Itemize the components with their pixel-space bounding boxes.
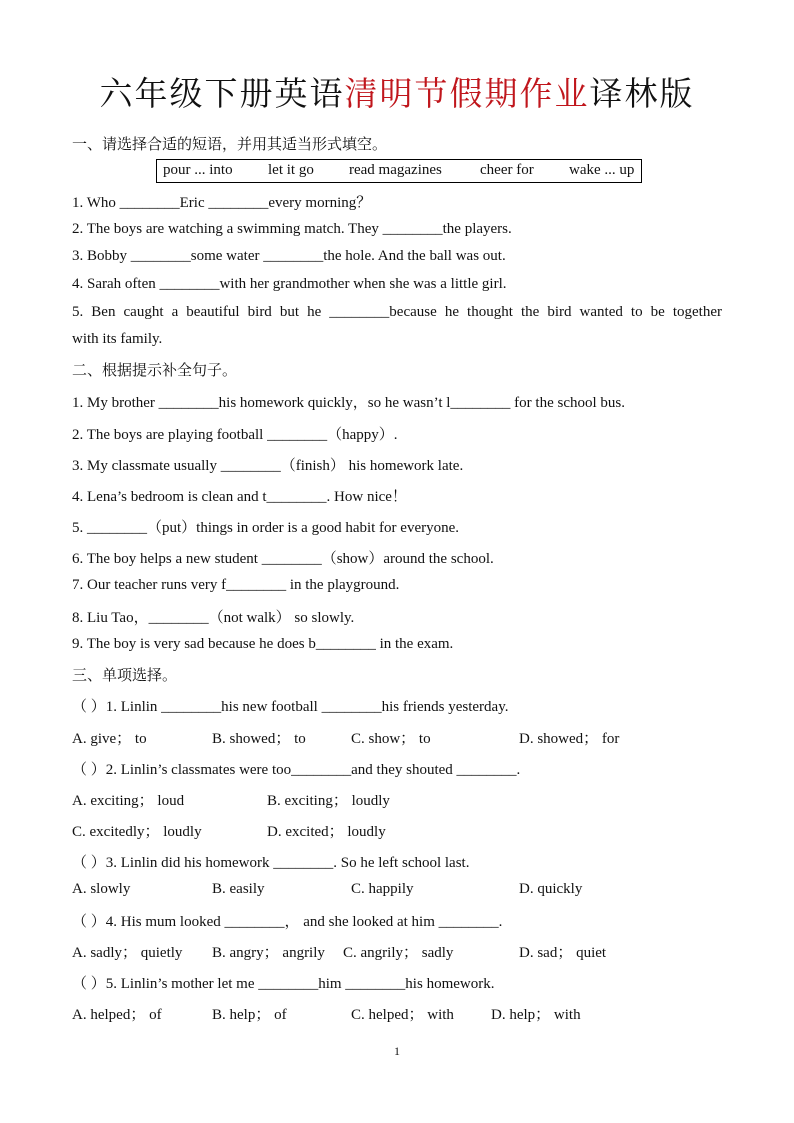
mc-option: C. happily <box>351 881 414 897</box>
page-title <box>0 68 794 115</box>
mc-option: A. exciting； loud <box>72 793 185 809</box>
mc-option: A. sadly； quietly <box>72 945 183 961</box>
mc-option: A. helped； of <box>72 1007 162 1023</box>
mc-option: A. slowly <box>72 881 131 897</box>
mc-option: B. help； of <box>212 1007 287 1023</box>
mc-question-4: （ ）4. His mum looked ________， and she looked at him ________. <box>72 914 503 930</box>
part2-question: 2. The boys are playing football ________（happy）. <box>72 427 398 443</box>
mc-option: D. quickly <box>519 881 583 897</box>
part2-question: 4. Lena’s bedroom is clean and t________. How nice！ <box>72 489 407 505</box>
title-part2: 清明节假期作业 <box>344 74 590 113</box>
mc-option: B. showed； to <box>212 731 306 747</box>
word-box-item: pour ... into <box>163 162 233 178</box>
mc-option: C. helped； with <box>351 1007 454 1023</box>
mc-option: D. help； with <box>491 1007 581 1023</box>
part2-question: 9. The boy is very sad because he does b________ in the exam. <box>72 636 454 652</box>
part1-question: 2. The boys are watching a swimming match. They ________the players. <box>72 221 512 237</box>
part1-question: 3. Bobby ________some water ________the hole. And the ball was out. <box>72 248 506 264</box>
word-box-item: cheer for <box>480 162 534 178</box>
mc-option: B. easily <box>212 881 265 897</box>
part1-question: 1. Who ________Eric ________every morning？ <box>72 195 372 211</box>
section-1-heading: 一、请选择合适的短语，并用其适当形式填空。 <box>72 135 388 153</box>
word-box-item: let it go <box>268 162 314 178</box>
mc-option: D. excited； loudly <box>267 824 386 840</box>
mc-option: A. give； to <box>72 731 147 747</box>
part2-question: 1. My brother ________his homework quickly，so he wasn’t l________ for the school bus. <box>72 395 626 411</box>
mc-option: C. excitedly； loudly <box>72 824 202 840</box>
page-number: 1 <box>394 1044 400 1058</box>
section-2-heading: 二、根据提示补全句子。 <box>72 361 238 379</box>
title-part3: 译林版 <box>589 74 695 113</box>
title-part1: 六年级下册英语 <box>99 74 345 113</box>
part2-question: 5. ________（put）things in order is a good habit for everyone. <box>72 520 460 536</box>
mc-question-3: （ ）3. Linlin did his homework ________. So he left school last. <box>72 855 470 871</box>
part2-question: 6. The boy helps a new student ________（show）around the school. <box>72 551 494 567</box>
part2-question: 7. Our teacher runs very f________ in the playground. <box>72 577 400 593</box>
mc-question-1: （ ）1. Linlin ________his new football ________his friends yesterday. <box>72 699 509 715</box>
mc-option: B. angry； angrily <box>212 945 325 961</box>
mc-option: D. sad； quiet <box>519 945 607 961</box>
part1-question: 4. Sarah often ________with her grandmother when she was a little girl. <box>72 276 507 292</box>
word-box-item: read magazines <box>349 162 442 178</box>
section-3-heading: 三、单项选择。 <box>72 666 178 684</box>
part2-question: 8. Liu Tao，________（not walk） so slowly. <box>72 610 355 626</box>
mc-option: C. angrily； sadly <box>343 945 454 961</box>
word-box-item: wake ... up <box>569 162 635 178</box>
mc-option: C. show； to <box>351 731 431 747</box>
part2-question: 3. My classmate usually ________（finish） his homework late. <box>72 458 464 474</box>
mc-option: D. showed； for <box>519 731 620 747</box>
part1-question: 5. Ben caught a beautiful bird but he ________because he thought the bird wanted to be together <box>72 304 722 320</box>
mc-option: B. exciting； loudly <box>267 793 390 809</box>
word-box <box>156 159 642 183</box>
mc-question-2: （ ）2. Linlin’s classmates were too________and they shouted ________. <box>72 762 521 778</box>
mc-question-5: （ ）5. Linlin’s mother let me ________him ________his homework. <box>72 976 495 992</box>
part1-question-cont: with its family. <box>72 331 163 347</box>
